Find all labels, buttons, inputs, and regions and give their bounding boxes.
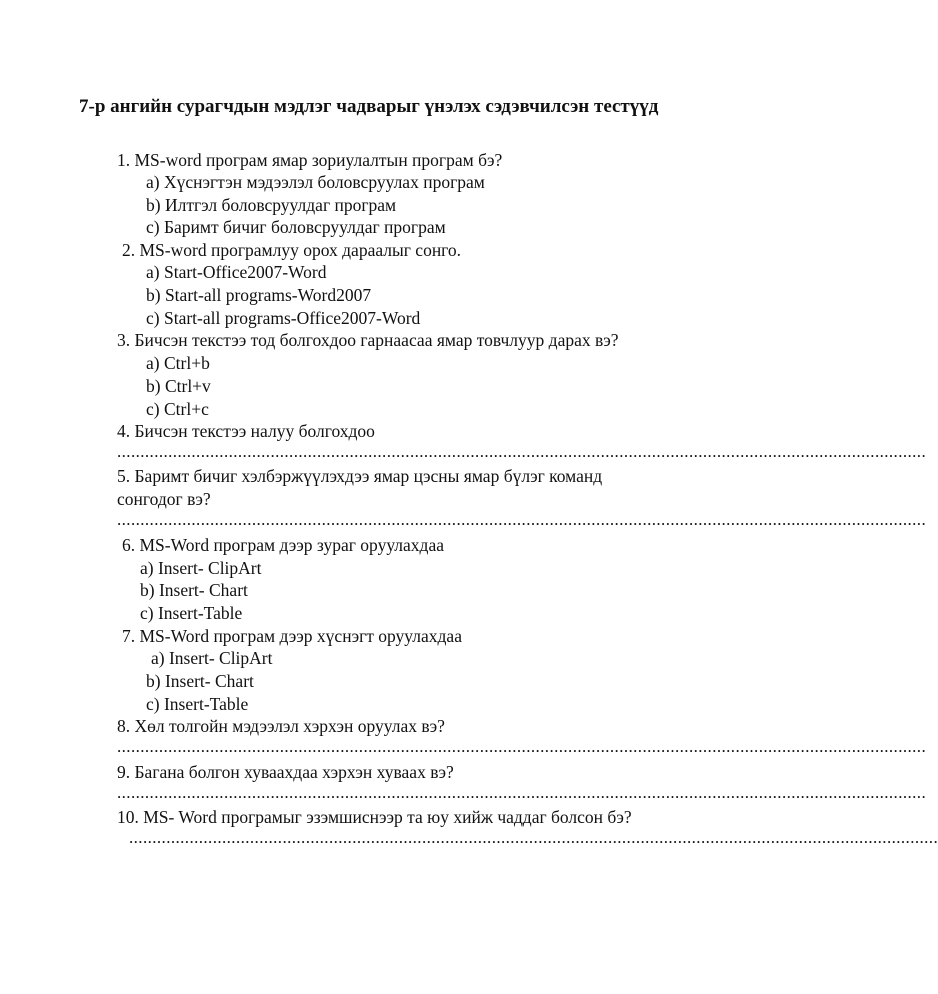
question-7: 7. MS-Word програм дээр хүснэгт оруулахдаа <box>122 626 462 646</box>
question-2: 2. MS-word програмлуу орох дараалыг сонго. <box>122 240 462 260</box>
question-1-option-a: a) Хүснэгтэн мэдээлэл боловсруулах програм <box>146 172 485 192</box>
question-9: 9. Багана болгон хуваахдаа хэрхэн хуваах вэ? <box>117 762 454 782</box>
question-1-option-b: b) Илтгэл боловсруулдаг програм <box>146 195 397 215</box>
question-4: 4. Бичсэн текстээ налуу болгохдоо <box>117 421 375 441</box>
answer-line-4: .............................................................................................................................................................................. <box>117 442 927 461</box>
question-3-option-a: a) Ctrl+b <box>146 353 210 373</box>
question-6-option-c: c) Insert-Table <box>140 603 243 623</box>
question-6-option-a: a) Insert- ClipArt <box>140 558 262 578</box>
answer-line-8: .............................................................................................................................................................................. <box>117 737 927 756</box>
answer-line-10: .............................................................................................................................................................................. <box>129 828 938 847</box>
question-2-option-a: a) Start-Office2007-Word <box>146 262 327 282</box>
answer-line-9: .............................................................................................................................................................................. <box>117 783 927 802</box>
question-2-option-b: b) Start-all programs-Word2007 <box>146 285 372 305</box>
question-7-option-b: b) Insert- Chart <box>146 671 254 691</box>
question-1: 1. MS-word програм ямар зориулалтын програм бэ? <box>117 150 503 170</box>
question-5-line-2: сонгодог вэ? <box>117 489 211 509</box>
question-3-option-c: c) Ctrl+c <box>146 399 209 419</box>
question-7-option-c: c) Insert-Table <box>146 694 249 714</box>
question-1-option-c: c) Баримт бичиг боловсруулдаг програм <box>146 217 446 237</box>
question-8: 8. Хөл толгойн мэдээлэл хэрхэн оруулах вэ? <box>117 716 445 736</box>
question-6: 6. MS-Word програм дээр зураг оруулахдаа <box>122 535 444 555</box>
question-10: 10. MS- Word програмыг эзэмшиснээр та юу хийж чаддаг болсон бэ? <box>117 807 632 827</box>
answer-line-5: .............................................................................................................................................................................. <box>117 510 927 529</box>
question-6-option-b: b) Insert- Chart <box>140 580 248 600</box>
question-5-line-1: 5. Баримт бичиг хэлбэржүүлэхдээ ямар цэсны ямар бүлэг команд <box>117 466 603 486</box>
question-7-option-a: a) Insert- ClipArt <box>151 648 273 668</box>
page-title: 7-р ангийн сурагчдын мэдлэг чадварыг үнэлэх сэдэвчилсэн тестүүд <box>79 96 659 117</box>
question-3: 3. Бичсэн текстээ тод болгохдоо гарнаасаа ямар товчлуур дарах вэ? <box>117 330 619 350</box>
question-3-option-b: b) Ctrl+v <box>146 376 211 396</box>
question-2-option-c: c) Start-all programs-Office2007-Word <box>146 308 421 328</box>
